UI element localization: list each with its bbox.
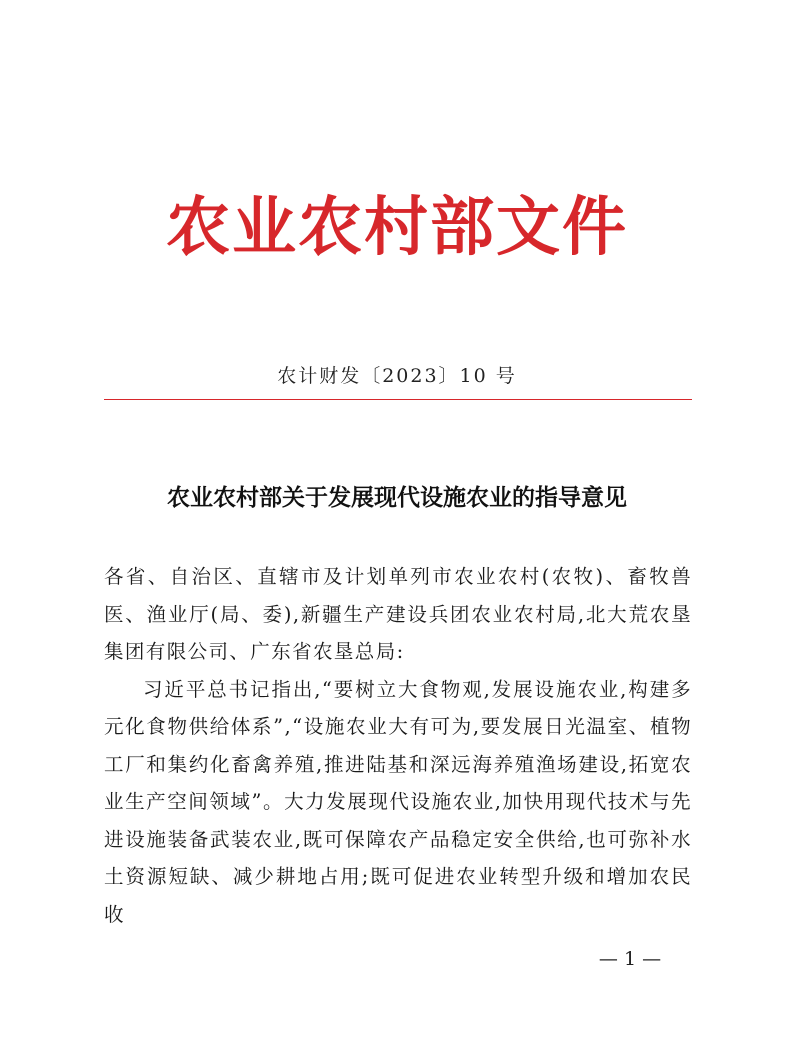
page-number: — 1 — bbox=[598, 948, 662, 970]
masthead-title: 农业农村部文件 bbox=[166, 190, 628, 265]
addressee-paragraph: 各省、自治区、直辖市及计划单列市农业农村(农牧)、畜牧兽医、渔业厅(局、委),新疆生产建设兵团农业农村局,北大荒农垦集团有限公司、广东省农垦总局: bbox=[104, 565, 692, 663]
red-divider bbox=[104, 399, 692, 400]
document-title: 农业农村部关于发展现代设施农业的指导意见 bbox=[167, 484, 627, 511]
document-body bbox=[104, 558, 692, 933]
document-number: 农计财发〔2023〕10 号 bbox=[277, 365, 517, 387]
body-paragraph: 习近平总书记指出,“要树立大食物观,发展设施农业,构建多元化食物供给体系”,“设施农业大有可为,要发展日光温室、植物工厂和集约化畜禽养殖,推进陆基和深远海养殖渔场建设,拓宽农业生产空间领域”。大力发展现代设施农业,加快用现代技术与先进设施装备武装农业,既可保障农产品稳定安全供给,也可弥补水土资源短缺、减少耕地占用;既可促进农业转型升级和增加农民收 bbox=[104, 677, 692, 926]
